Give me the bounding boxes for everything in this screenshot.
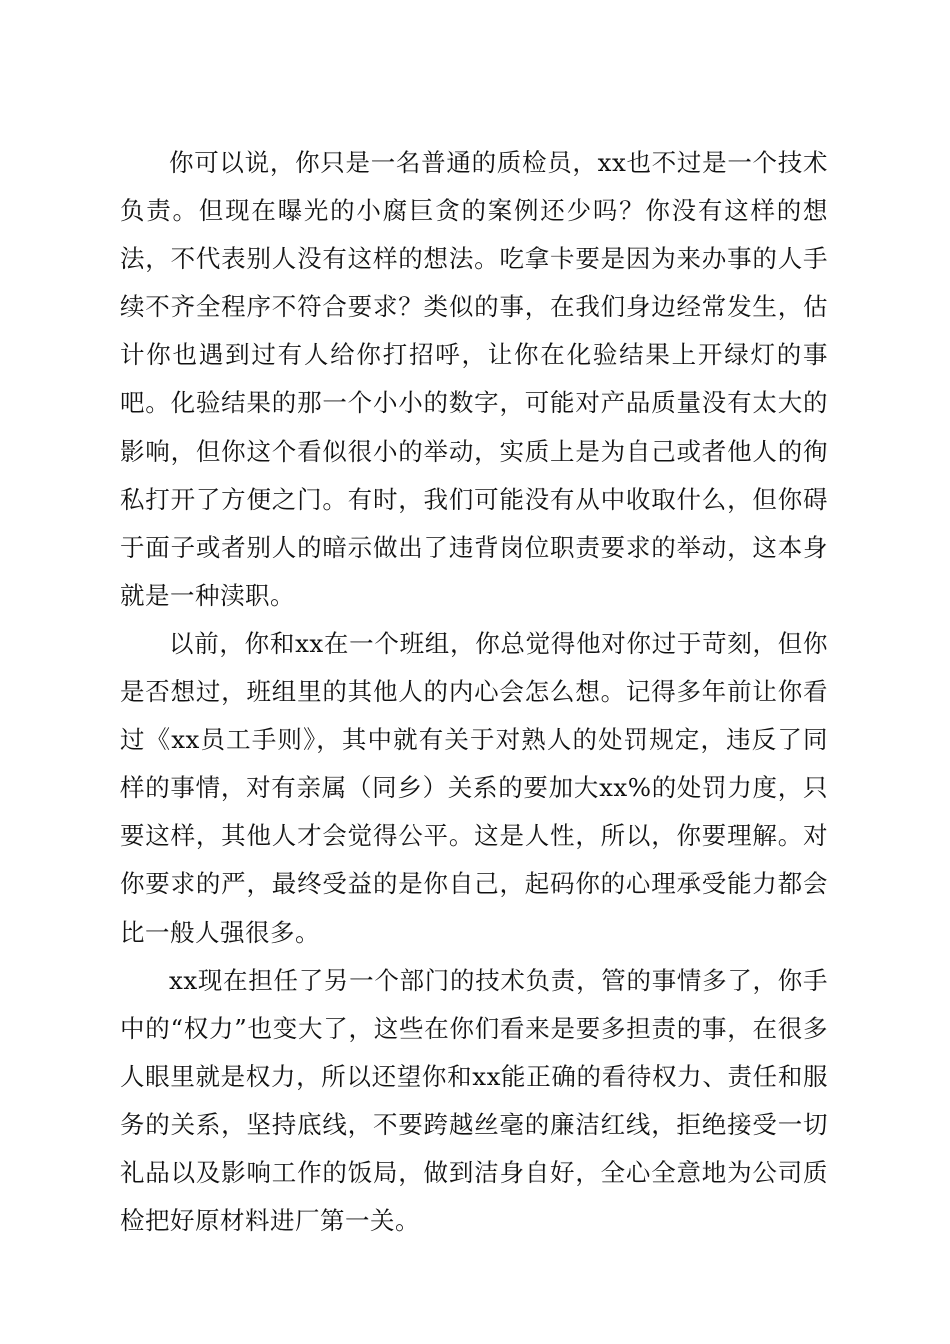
paragraph: 以前，你和xx在一个班组，你总觉得他对你过于苛刻，但你是否想过，班组里的其他人的内心会怎么想。记得多年前让你看过《xx员工手则》，其中就有关于对熟人的处罚规定，违反了同样的事情，对有亲属（同乡）关系的要加大xx%的处罚力度，只要这样，其他人才会觉得公平。这是人性，所以，你要理解。对你要求的严，最终受益的是你自己，起码你的心理承受能力都会比一般人强很多。 (120, 628, 828, 947)
paragraph: xx现在担任了另一个部门的技术负责，管的事情多了，你手中的“权力”也变大了，这些在你们看来是要多担责的事，在很多人眼里就是权力，所以还望你和xx能正确的看待权力、责任和服务的关系，坚持底线，不要跨越丝毫的廉洁红线，拒绝接受一切礼品以及影响工作的饭局，做到洁身自好，全心全意地为公司质检把好原材料进厂第一关。 (120, 965, 828, 1236)
paragraph: 你可以说，你只是一名普通的质检员，xx也不过是一个技术负责。但现在曝光的小腐巨贪的案例还少吗？你没有这样的想法，不代表别人没有这样的想法。吃拿卡要是因为来办事的人手续不齐全程序不符合要求？类似的事，在我们身边经常发生，估计你也遇到过有人给你打招呼，让你在化验结果上开绿灯的事吧。化验结果的那一个小小的数字，可能对产品质量没有太大的影响，但你这个看似很小的举动，实质上是为自己或者他人的徇私打开了方便之门。有时，我们可能没有从中收取什么，但你碍于面子或者别人的暗示做出了违背岗位职责要求的举动，这本身就是一种渎职。 (120, 148, 828, 610)
document-body (120, 139, 828, 1245)
